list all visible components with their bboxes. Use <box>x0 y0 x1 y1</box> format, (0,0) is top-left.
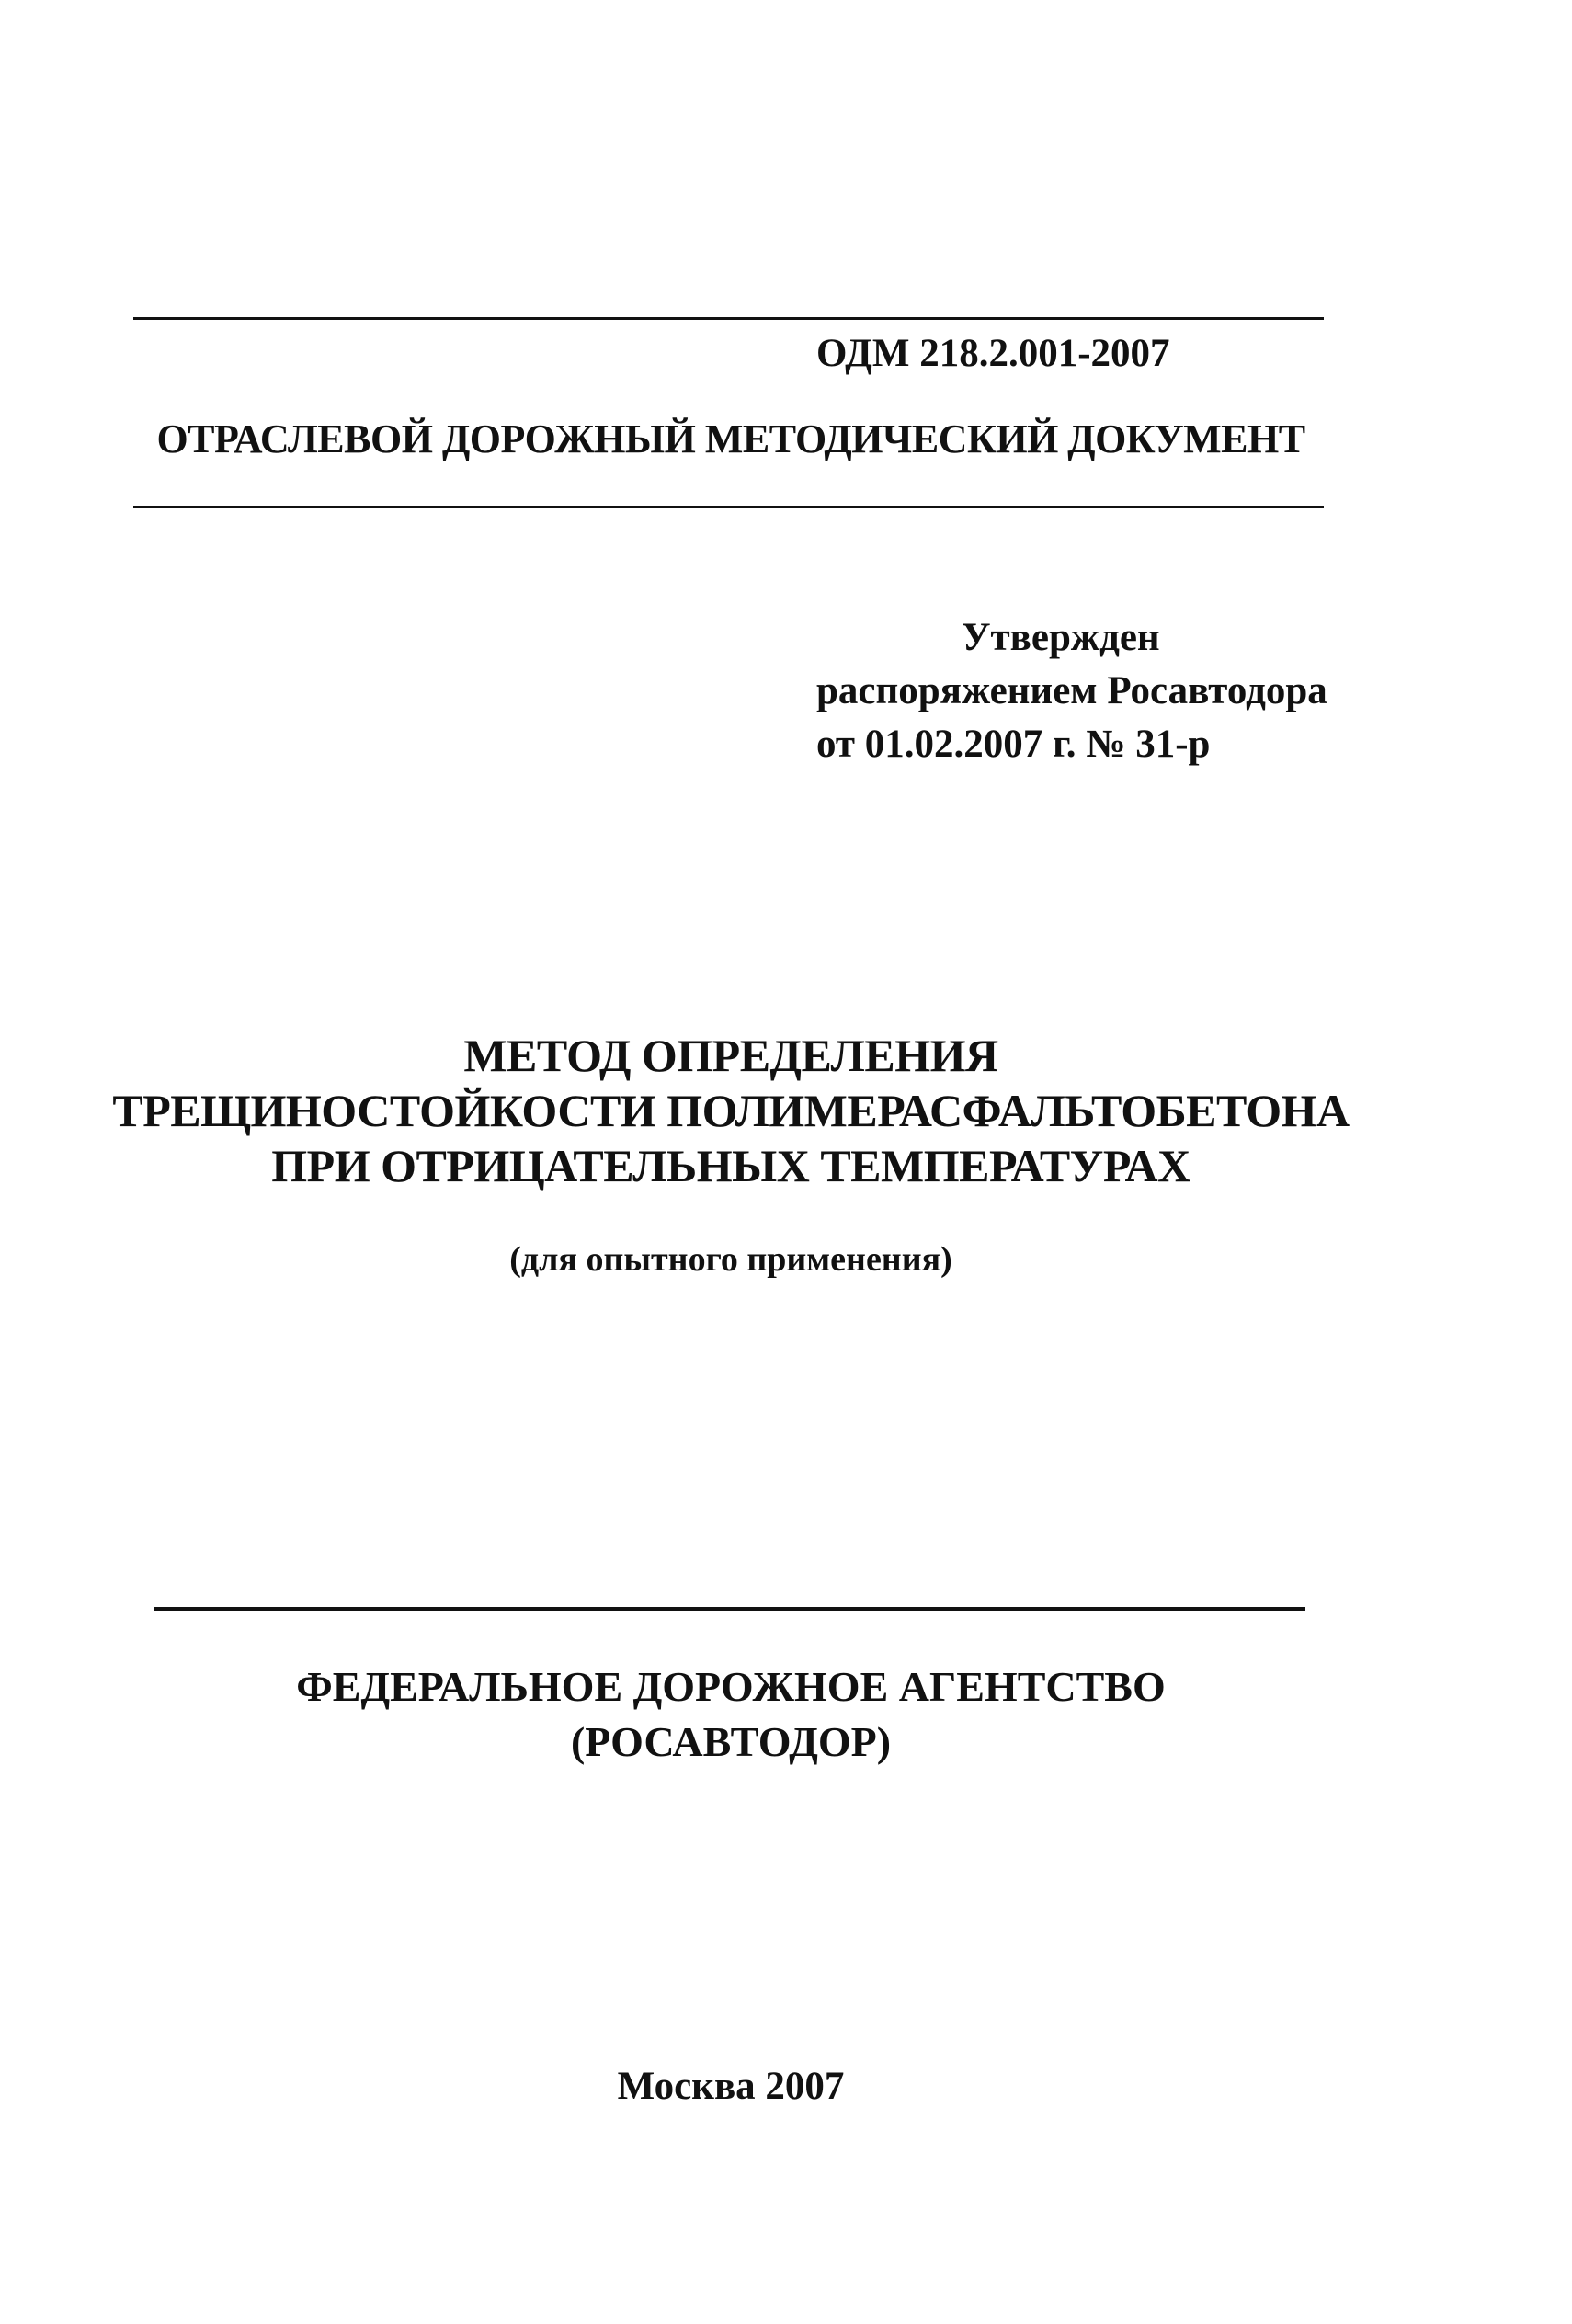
document-type-heading: ОТРАСЛЕВОЙ ДОРОЖНЫЙ МЕТОДИЧЕСКИЙ ДОКУМЕНТ <box>156 416 1305 461</box>
approval-block <box>816 611 1327 771</box>
document-number: ОДМ 218.2.001-2007 <box>816 332 1170 375</box>
top-divider <box>133 317 1324 320</box>
document-subtitle: (для опытного применения) <box>509 1240 952 1279</box>
title-line-3: ПРИ ОТРИЦАТЕЛЬНЫХ ТЕМПЕРАТУРАХ <box>271 1140 1190 1191</box>
agency-name: ФЕДЕРАЛЬНОЕ ДОРОЖНОЕ АГЕНТСТВО <box>296 1663 1166 1710</box>
title-line-2: ТРЕЩИНОСТОЙКОСТИ ПОЛИМЕРАСФАЛЬТОБЕТОНА <box>112 1085 1350 1136</box>
agency-divider <box>154 1607 1305 1611</box>
title-line-1: МЕТОД ОПРЕДЕЛЕНИЯ <box>463 1030 998 1081</box>
approval-line-order: распоряжением Росавтодора <box>816 669 1327 712</box>
approval-line-approved: Утвержден <box>962 616 1160 659</box>
header-bottom-divider <box>133 506 1324 508</box>
agency-abbreviation: (РОСАВТОДОР) <box>570 1718 892 1765</box>
document-title <box>0 1028 1462 1193</box>
agency-block <box>0 1659 1462 1770</box>
city-year: Москва 2007 <box>617 2065 845 2108</box>
approval-line-date: от 01.02.2007 г. № 31-р <box>816 723 1211 766</box>
